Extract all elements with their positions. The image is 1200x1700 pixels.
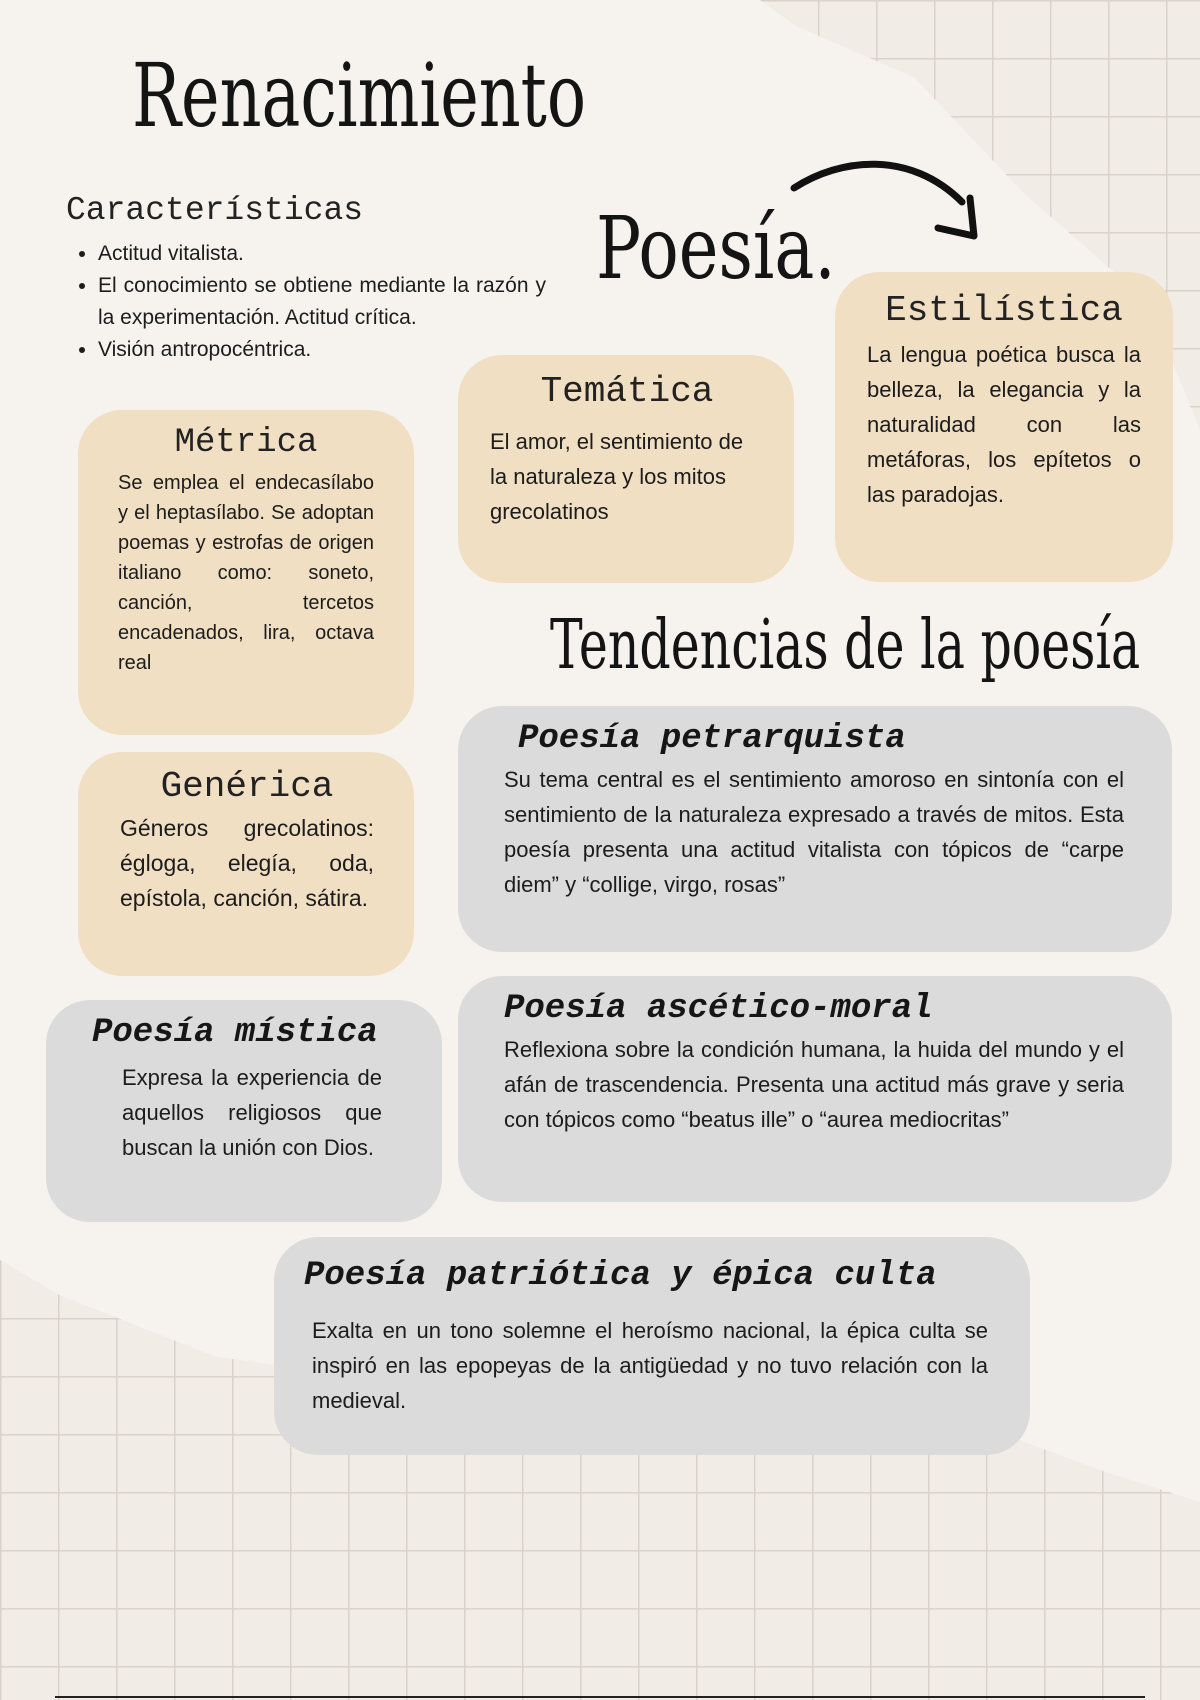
ascetico-card	[458, 976, 1172, 1202]
ascetico-heading: Poesía ascético-moral	[504, 990, 933, 1028]
tematica-heading: Temática	[540, 371, 714, 412]
patriotica-card	[274, 1237, 1030, 1455]
metrica-text: Se emplea el endecasílabo y el heptasílabo. Se adoptan poemas y estrofas de origen italiano como: soneto, canción, tercetos encadenados, lira, octava real	[118, 472, 374, 674]
estilistica-text: La lengua poética busca la belleza, la elegancia y la naturalidad con las metáforas, los epítetos o las paradojas.	[867, 342, 1141, 507]
estilistica-card	[835, 272, 1173, 582]
list-item: • Actitud vitalista.	[98, 238, 546, 270]
patriotica-heading: Poesía patriótica y épica culta	[304, 1257, 937, 1295]
ascetico-text: Reflexiona sobre la condición humana, la huida del mundo y el afán de trascendencia. Presenta una actitud más grave y seria con tópicos como “beatus ille” o “aurea mediocritas”	[504, 1037, 1124, 1132]
poesia-title: Poesía.	[596, 199, 836, 299]
bottom-divider	[55, 1696, 1145, 1698]
list-item: • Visión antropocéntrica.	[98, 334, 546, 366]
tematica-card	[458, 355, 794, 583]
caracteristicas-list	[70, 238, 546, 366]
generica-card	[78, 752, 414, 976]
estilistica-heading: Estilística	[885, 290, 1123, 331]
metrica-card	[78, 410, 414, 735]
generica-text: Géneros grecolatinos: égloga, elegía, oda, epístola, canción, sátira.	[120, 815, 374, 911]
list-item: • El conocimiento se obtiene mediante la razón y la experimentación. Actitud crítica.	[98, 270, 546, 334]
petrarquista-text: Su tema central es el sentimiento amoroso en sintonía con el sentimiento de la naturaleza expresado a través de mitos. Esta poesía presenta una actitud vitalista con tópicos de “carpe diem” y “collige, virgo, rosas”	[504, 767, 1124, 897]
metrica-heading: Métrica	[174, 424, 318, 462]
mistica-heading: Poesía mística	[92, 1014, 378, 1052]
generica-heading: Genérica	[160, 766, 334, 807]
caracteristicas-heading: Características	[66, 192, 364, 229]
petrarquista-card	[458, 706, 1172, 952]
petrarquista-heading: Poesía petrarquista	[518, 720, 906, 758]
page-title: Renacimiento	[132, 44, 587, 147]
curved-arrow-icon	[790, 150, 1000, 250]
patriotica-text: Exalta en un tono solemne el heroísmo nacional, la épica culta se inspiró en las epopeyas de la antigüedad y no tuvo relación con la medieval.	[312, 1318, 988, 1413]
mistica-text: Expresa la experiencia de aquellos religiosos que buscan la unión con Dios.	[122, 1065, 382, 1160]
tematica-text: El amor, el sentimiento de la naturaleza y los mitos grecolatinos	[490, 429, 744, 524]
mistica-card	[46, 1000, 442, 1222]
tendencias-title: Tendencias de la poesía	[550, 606, 1141, 685]
